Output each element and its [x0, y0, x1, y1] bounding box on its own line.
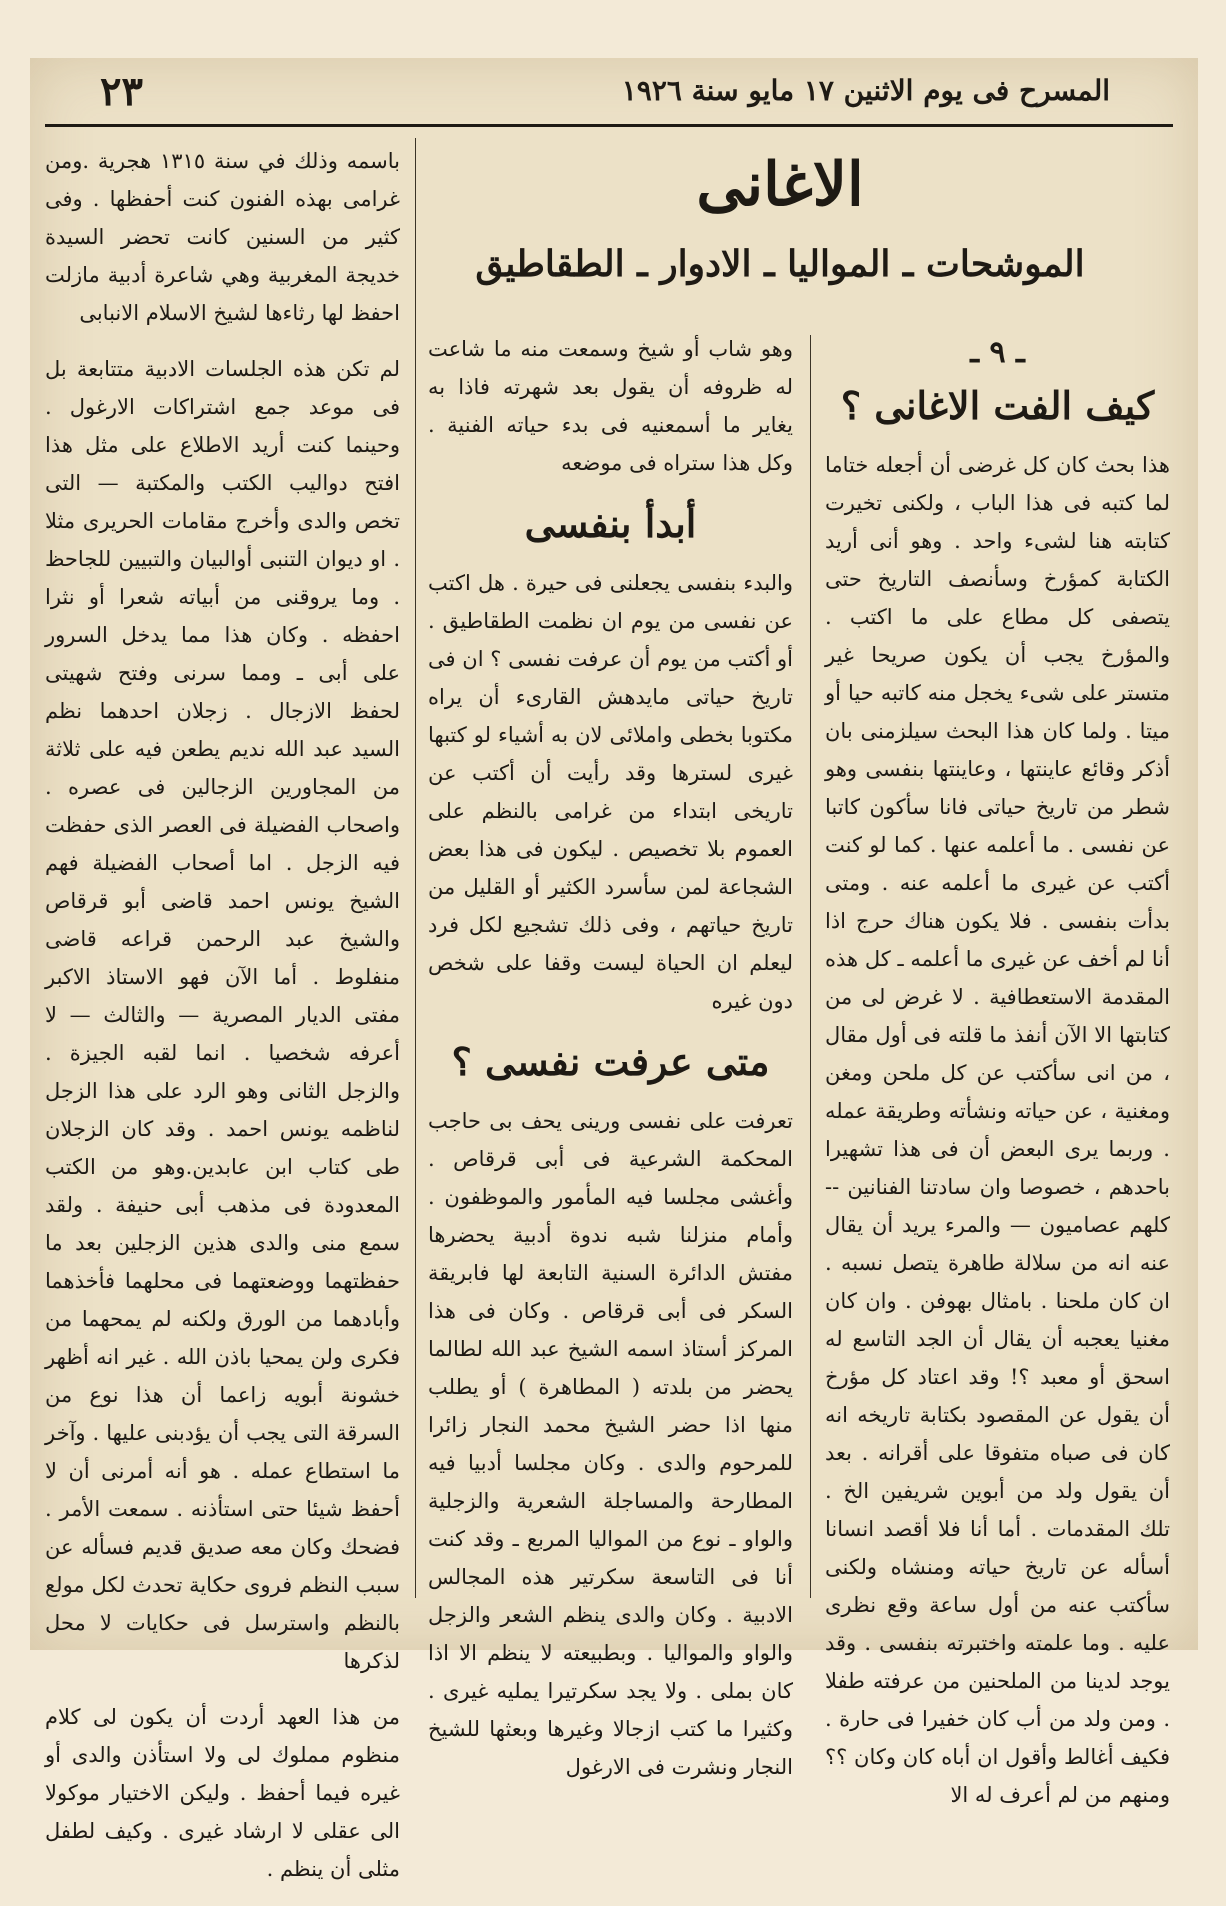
- column-rule-left: [415, 138, 416, 1598]
- article-column-middle: [428, 330, 793, 1804]
- article-column-left: [45, 142, 400, 1906]
- column-rule-right: [810, 335, 811, 1598]
- article-paragraph: تعرفت على نفسى ورينى يحف بى حاجب المحكمة الشرعية فى أبى قرقاص . وأغشى مجلسا فيه المأمور والموظفون . وأمام منزلنا شبه ندوة أدبية يحضرها مفتش الدائرة السنية التابعة لها فابريقة السكر فى أبى قرقاص . وكان فى هذا المركز أستاذ اسمه الشيخ عبد الله لطالما يحضر من بلدته ( المطاهرة ) أو يطلب منها اذا حضر الشيخ محمد النجار زائرا للمرحوم والدى . وكان مجلسا أدبيا فيه المطارحة والمساجلة الشعرية والزجلية والواو ـ نوع من المواليا المربع ـ وقد كنت أنا فى التاسعة سكرتير هذه المجالس الادبية . وكان والدى ينظم الشعر والزجل والواو والمواليا . وبطبيعته لا ينظم الا اذا كان بملى . ولا يجد سكرتيرا يمليه غيرى . وكثيرا ما كتب ازجالا وغيرها وبعثها للشيخ النجار ونشرت فى الارغول: [428, 1109, 793, 1779]
- article-paragraph: لم تكن هذه الجلسات الادبية متتابعة بل فى موعد جمع اشتراكات الارغول . وحينما كنت أريد الاطلاع على مثل هذا افتح دواليب الكتب والمكتبة — التى تخص والدى وأخرج مقامات الحريرى مثلا . او ديوان التنبى أوالبيان والتبيين للجاحظ . وما يروقنى من أبياته شعرا أو نثرا احفظه . وكان هذا مما يدخل السرور على أبى ـ ومما سرنى وفتح شهيتى لحفظ الازجال . زجلان احدهما نظم السيد عبد الله نديم يطعن فيه على ثلاثة من المجاورين الزجالين فى عصره . واصحاب الفضيلة فى العصر الذى حفظت فيه الزجل . اما أصحاب الفضيلة فهم الشيخ يونس احمد قاضى أبو قرقاص والشيخ عبد الرحمن قراعه قاضى منفلوط . أما الآن فهو الاستاذ الاكبر مفتى الديار المصرية — والثالث — لا أعرفه شخصيا . انما لقبه الجيزة . والزجل الثانى وهو الرد على هذا الزجل لناظمه يونس احمد . وقد كان الزجلان طى كتاب ابن عابدين.وهو من الكتب المعدودة فى مذهب أبى حنيفة . ولقد سمع منى والدى هذين الزجلين بعد ما حفظتهما ووضعتهما فى محلهما فأخذهما وأبادهما من الورق ولكنه لم يمحهما من فكرى ولن يمحيا باذن الله . غير انه أظهر خشونة أبويه زاعما أن هذا نوع من السرقة التى يجب أن يؤدبنى عليها . وآخر ما استطاع عمله . هو أنه أمرنى أن لا أحفظ شيئا حتى استأذنه . سمعت الأمر . فضحك وكان معه صديق قديم فسأله عن سبب النظم فروى حكاية تحدث لكل مولع بالنظم واسترسل فى حكايات لا محل لذكرها: [45, 357, 400, 1673]
- article-paragraph: من هذا العهد أردت أن يكون لى كلام منظوم مملوك لى ولا استأذن والدى أو غيره فيما أحفظ . وليكن الاختيار موكولا الى عقلى لا ارشاد غيرى . وكيف لطفل مثلى أن ينظم .: [45, 1705, 400, 1881]
- section-title: الاغانى: [696, 150, 864, 220]
- subheading-when-i-knew-myself: متى عرفت نفسى ؟: [451, 1039, 770, 1084]
- article-title: كيف الفت الاغانى ؟: [840, 383, 1155, 428]
- article-paragraph: والبدء بنفسى يجعلنى فى حيرة . هل اكتب عن نفسى من يوم ان نظمت الطقاطيق . أو أكتب من يوم أن عرفت نفسى ؟ ان فى تاريخ حياتى مايدهش القارىء أن يراه مكتوبا بخطى واملائى لان به أشياء لو كتبها غيرى لسترها وقد رأيت أن أكتب عن تاريخى ابتداء من غرامى بالنظم على العموم بلا تخصيص . ليكون فى هذا بعض الشجاعة لمن سأسرد الكثير أو القليل من تاريخ حياتهم ، وفى ذلك تشجيع لكل فرد ليعلم ان الحياة ليست وقفا على شخص دون غيره: [428, 571, 793, 1013]
- article-number: ـ ٩ ـ: [970, 335, 1025, 370]
- header-rule: [45, 124, 1173, 127]
- section-subtitle: الموشحات ـ المواليا ـ الادوار ـ الطقاطيق: [475, 243, 1085, 285]
- article-paragraph: وهو شاب أو شيخ وسمعت منه ما شاعت له ظروفه أن يقول بعد شهرته فاذا به يغاير ما أسمعنيه فى بدء حياته الفنية . وكل هذا ستراه فى موضعه: [428, 337, 793, 475]
- article-column-right: [825, 330, 1170, 1832]
- page-header-title: المسرح فى يوم الاثنين ١٧ مايو سنة ١٩٢٦: [621, 74, 1110, 107]
- article-paragraph: هذا بحث كان كل غرضى أن أجعله ختاما لما كتبه فى هذا الباب ، ولكنى تخيرت كتابته هنا لشىء واحد . وهو أنى أريد الكتابة كمؤرخ وسأنصف التاريخ حتى يتصفى كل مطاع على ما اكتب . والمؤرخ يجب أن يكون صريحا غير متستر على شىء يخجل منه كاتبه حيا أو ميتا . ولما كان هذا البحث سيلزمنى بان أذكر وقائع عاينتها ، وعاينتها بنفسى وهو شطر من تاريخ حياتى فانا سأكون كاتبا عن نفسى . ما أعلمه عنها . كما لو كنت أكتب عن غيرى ما أعلمه عنه . ومتى بدأت بنفسى . فلا يكون هناك حرج اذا أنا لم أخف عن غيرى ما أعلمه ـ كل هذه المقدمة الاستعطافية . لا غرض لى من كتابتها الا الآن أنفذ ما قلته فى أول مقال ، من انى سأكتب عن كل ملحن ومغن ومغنية ، عن حياته ونشأته وطريقة عمله . وربما يرى البعض أن فى هذا تشهيرا باحدهم ، خصوصا وان سادتنا الفنانين -- كلهم عصاميون — والمرء يريد أن يقال عنه انه من سلالة طاهرة يتصل نسبه . ان كان ملحنا . بامثال بهوفن . وان كان مغنيا يعجبه أن يقال أن الجد التاسع له اسحق أو معبد ؟! وقد اعتاد كل مؤرخ أن يقول عن المقصود بكتابة تاريخه انه كان فى صباه متفوقا على أقرانه . بعد أن يقول ولد من أبوين شريفين الخ . تلك المقدمات . أما أنا فلا أقصد انسانا أسأله عن تاريخ حياته ومنشاه ولكنى سأكتب عنه من أول ساعة وقع نظرى عليه . وما علمته واختبرته بنفسى . وقد يوجد لدينا من الملحنين من عرفته طفلا . ومن ولد من أب كان خفيرا فى حارة . فكيف أغالط وأقول ان أباه كان وكان ؟؟ ومنهم من لم أعرف له الا: [825, 453, 1170, 1807]
- page-number: ٢٣: [100, 68, 143, 115]
- article-paragraph: باسمه وذلك في سنة ١٣١٥ هجرية .ومن غرامى بهذه الفنون كنت أحفظها . وفى كثير من السنين كانت تحضر السيدة خديجة المغربية وهي شاعرة أدبية مازلت احفظ لها رثاءها لشيخ الاسلام الانبابى: [45, 149, 400, 325]
- page-header: [30, 68, 1170, 124]
- subheading-start-with-myself: أبدأ بنفسى: [524, 501, 697, 546]
